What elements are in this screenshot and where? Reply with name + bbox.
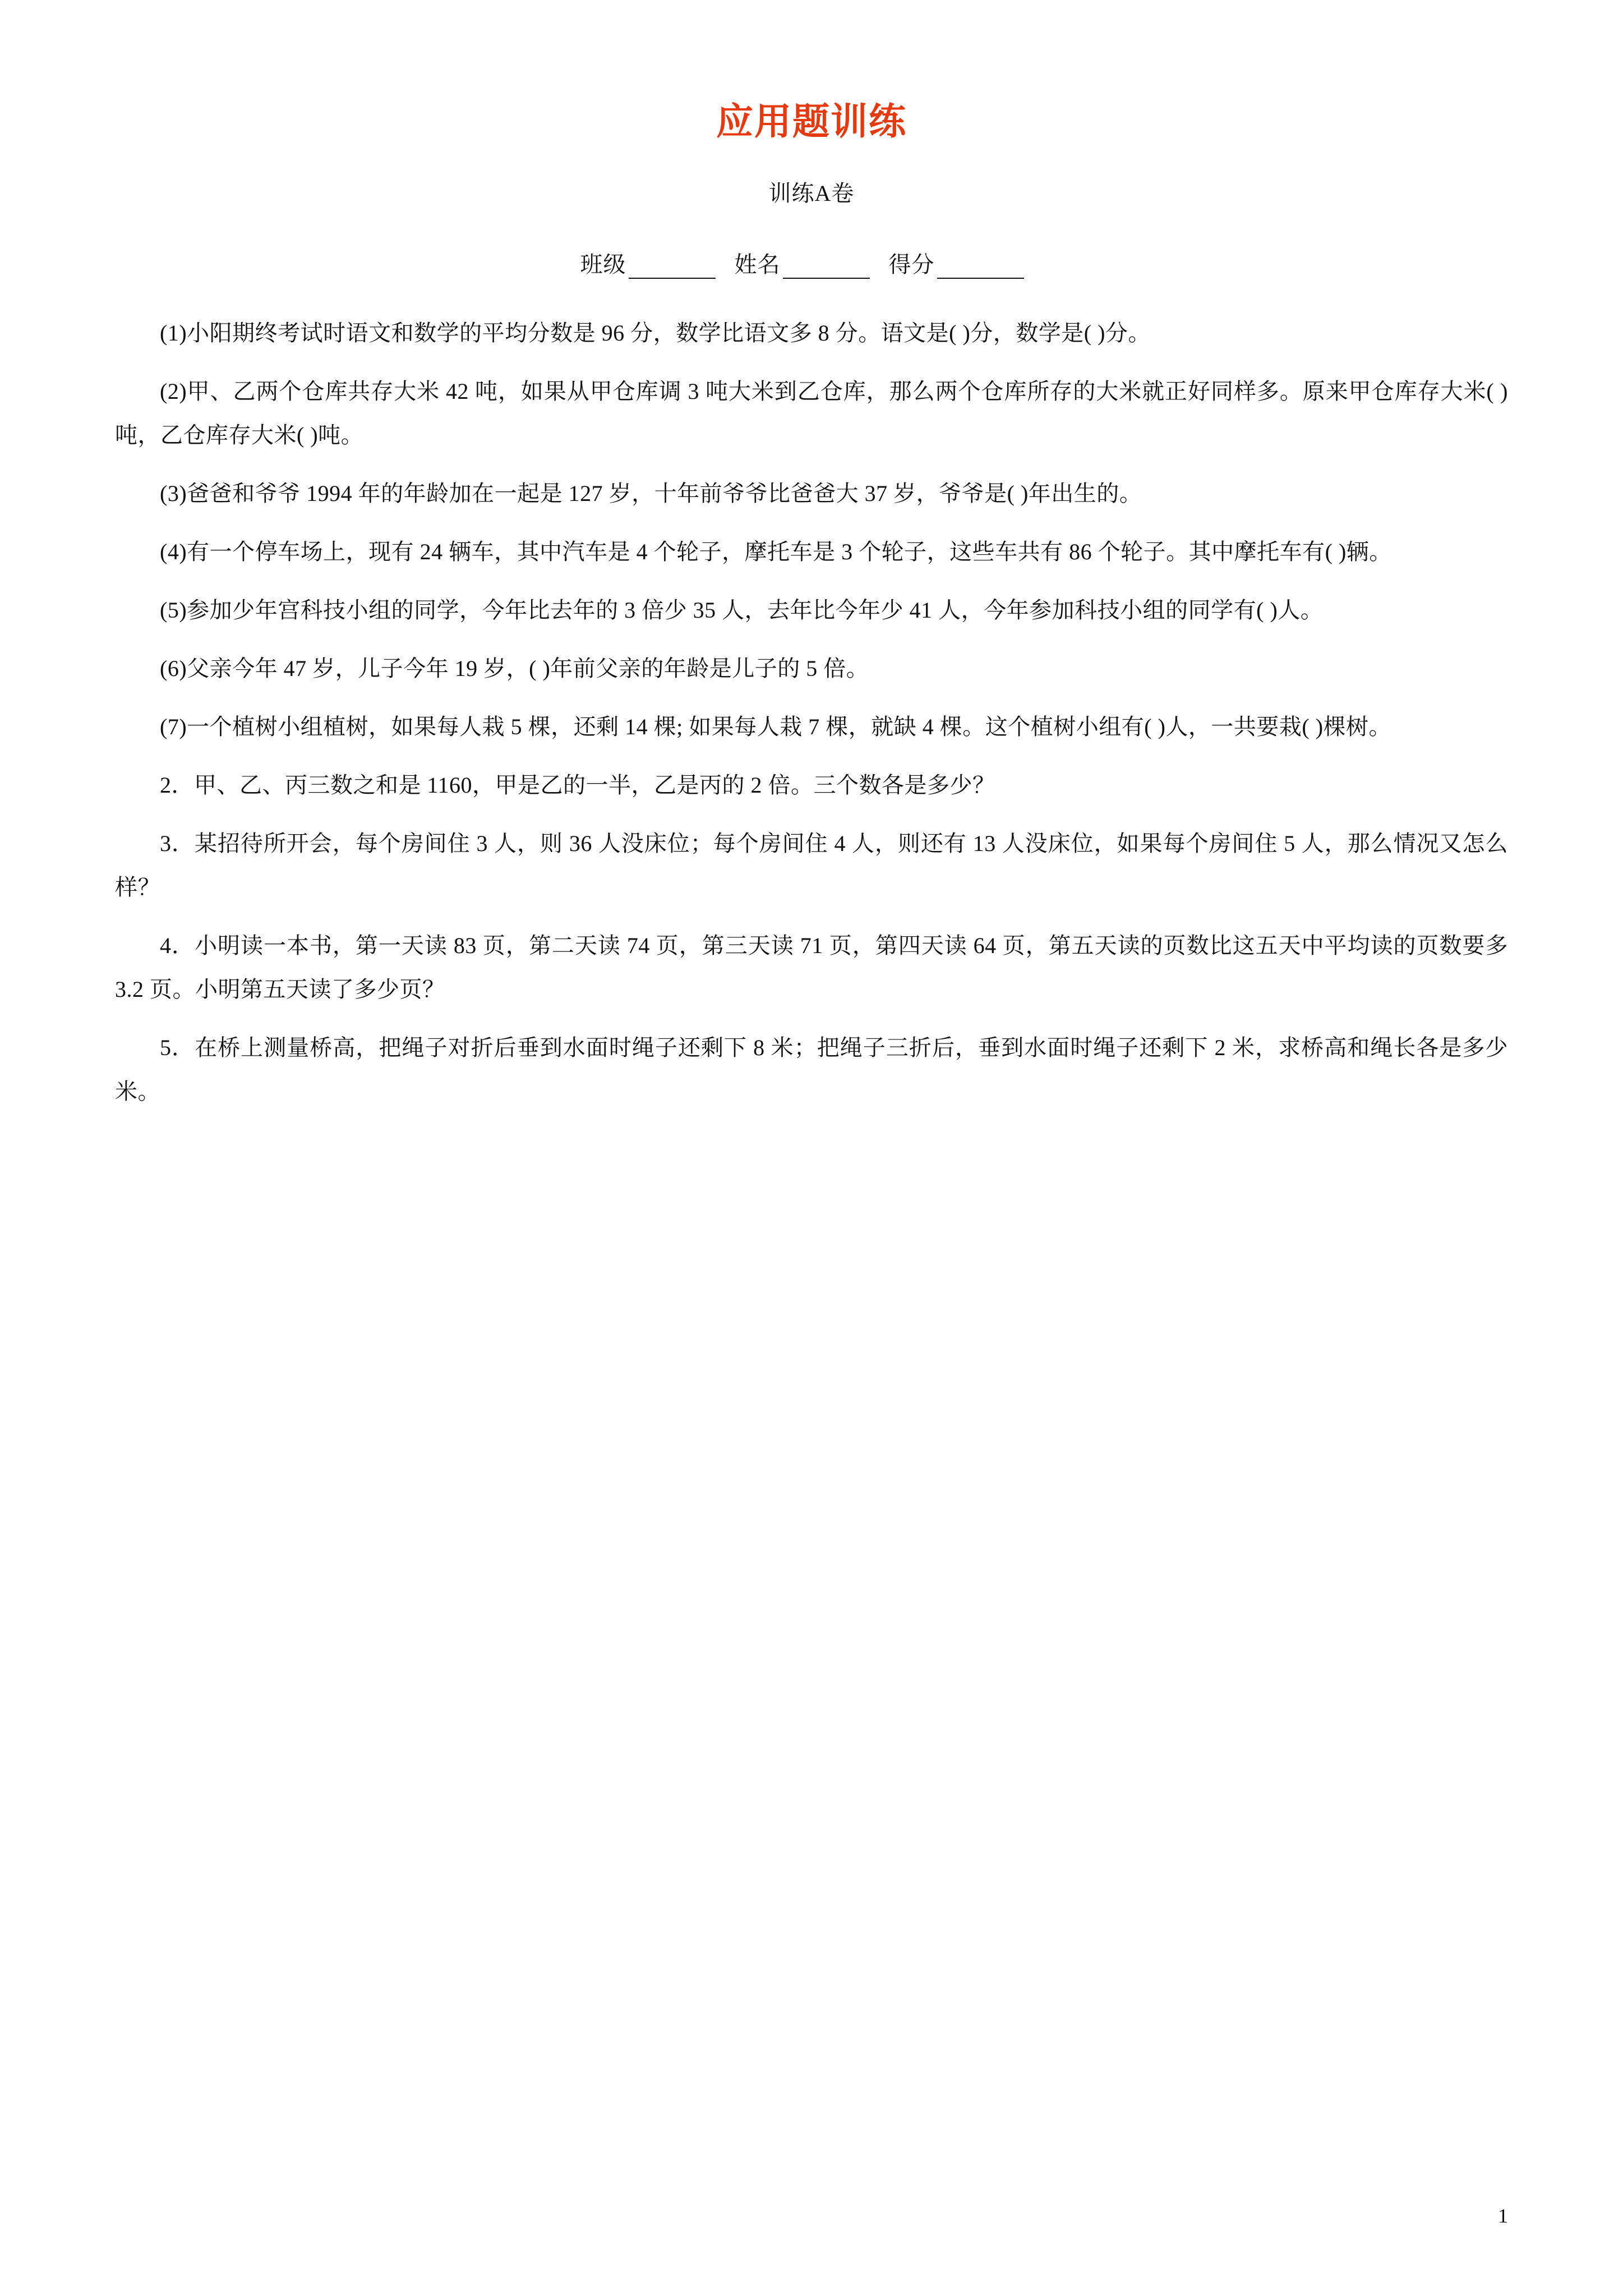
questions-list — [115, 311, 1508, 1114]
question-item: 4．小明读一本书，第一天读 83 页，第二天读 74 页，第三天读 71 页，第四天读 64 页，第五天读的页数比这五天中平均读的页数要多 3.2 页。小明第五天读了多少页？ — [115, 933, 1508, 1002]
question-item: 3．某招待所开会，每个房间住 3 人，则 36 人没床位；每个房间住 4 人，则还有 13 人没床位，如果每个房间住 5 人，那么情况又怎么样？ — [115, 831, 1508, 900]
question-item: (2)甲、乙两个仓库共存大米 42 吨，如果从甲仓库调 3 吨大米到乙仓库，那么两个仓库所存的大米就正好同样多。原来甲仓库存大米( )吨，乙仓库存大米( )吨。 — [115, 379, 1508, 448]
field-score — [889, 252, 1030, 277]
field-class-label: 班级 — [580, 252, 626, 278]
question-item: (7)一个植树小组植树，如果每人栽 5 棵，还剩 14 棵; 如果每人栽 7 棵，就缺 4 棵。这个植树小组有( )人，一共要栽( )棵树。 — [160, 714, 1392, 740]
field-name-label: 姓名 — [734, 252, 781, 278]
question-item: (3)爸爸和爷爷 1994 年的年龄加在一起是 127 岁，十年前爷爷比爸爸大 37 岁，爷爷是( )年出生的。 — [160, 481, 1142, 507]
field-name-blank[interactable] — [783, 256, 870, 279]
question-item: 5．在桥上测量桥高，把绳子对折后垂到水面时绳子还剩下 8 米；把绳子三折后，垂到水面时绳子还剩下 2 米，求桥高和绳长各是多少米。 — [115, 1035, 1508, 1105]
question-item: 2．甲、乙、丙三数之和是 1160，甲是乙的一半，乙是丙的 2 倍。三个数各是多少？ — [160, 772, 995, 798]
field-name — [735, 252, 875, 277]
field-class-blank[interactable] — [629, 256, 716, 279]
field-score-blank[interactable] — [937, 256, 1024, 279]
field-class — [580, 252, 721, 277]
page-number: 1 — [1498, 2205, 1508, 2227]
document-subtitle: 训练A卷 — [768, 181, 855, 206]
field-score-label: 得分 — [888, 252, 935, 278]
question-item: (1)小阳期终考试时语文和数学的平均分数是 96 分，数学比语文多 8 分。语文是( )分，数学是( )分。 — [160, 320, 1151, 346]
question-item: (5)参加少年宫科技小组的同学，今年比去年的 3 倍少 35 人，去年比今年少 41 人，今年参加科技小组的同学有( )人。 — [160, 597, 1324, 623]
header-fields — [115, 247, 1508, 279]
page-title: 应用题训练 — [716, 102, 907, 142]
question-item: (4)有一个停车场上，现有 24 辆车，其中汽车是 4 个轮子，摩托车是 3 个轮子，这些车共有 86 个轮子。其中摩托车有( )辆。 — [160, 539, 1392, 565]
question-item: (6)父亲今年 47 岁，儿子今年 19 岁，( )年前父亲的年龄是儿子的 5 倍。 — [160, 656, 869, 682]
